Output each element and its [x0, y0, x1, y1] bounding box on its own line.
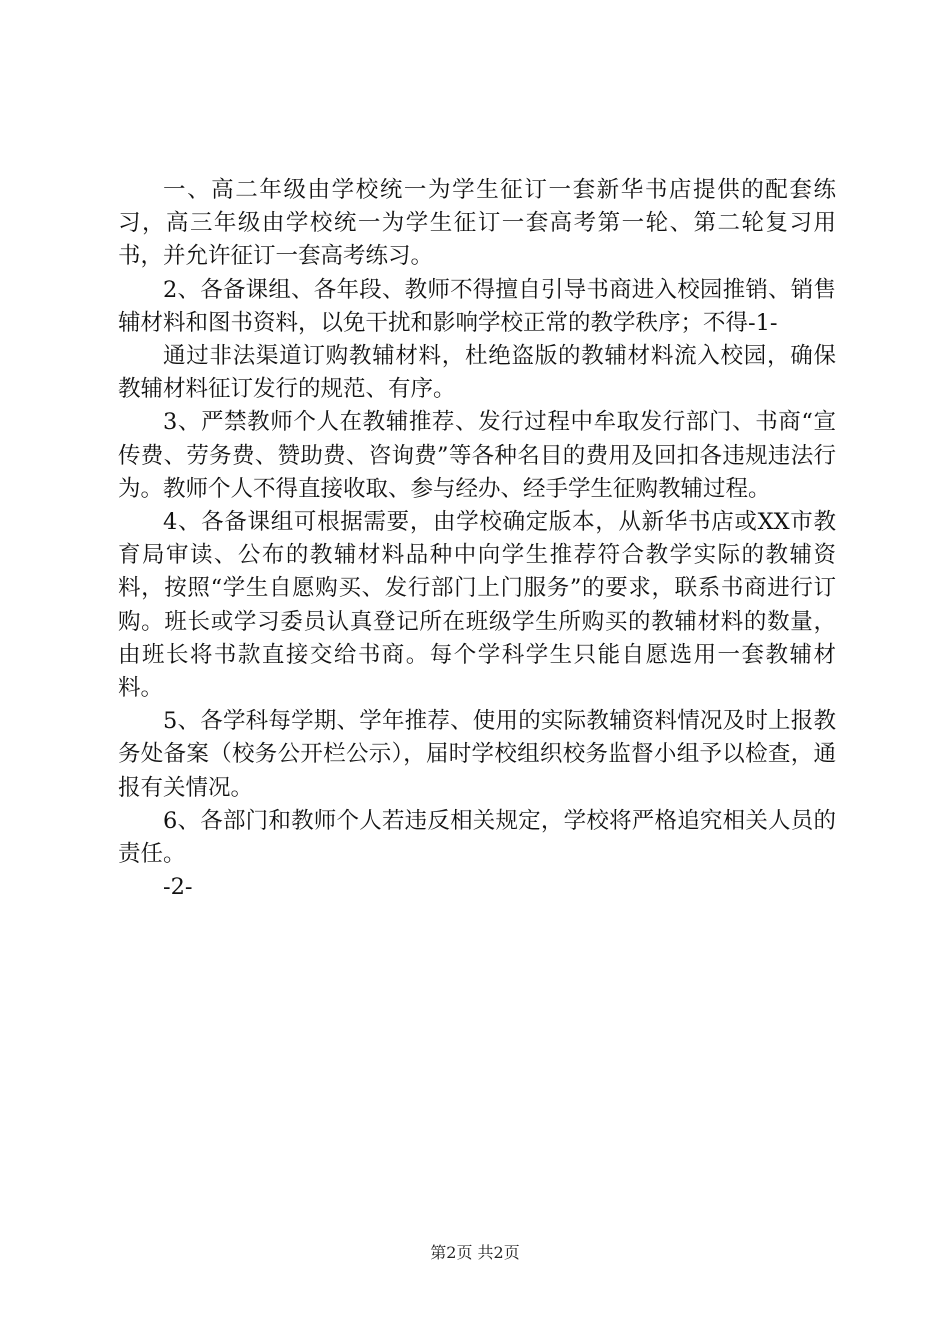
paragraph-3: 通过非法渠道订购教辅材料，杜绝盗版的教辅材料流入校园，确保教辅材料征订发行的规范、有序。 — [118, 343, 836, 403]
paragraph-5: 4、各备课组可根据需要，由学校确定版本，从新华书店或XX市教育局审读、公布的教辅材料品种中向学生推荐符合教学实际的教辅资料，按照“学生自愿购买、发行部门上门服务”的要求，联系书商进行订购。班长或学习委员认真登记所在班级学生所购买的教辅材料的数量，由班长将书款直接交给书商。每个学科学生只能自愿选用一套教辅材料。 — [118, 509, 836, 702]
paragraph-7: 6、各部门和教师个人若违反相关规定，学校将严格追究相关人员的责任。 — [118, 807, 836, 868]
document-body — [118, 174, 836, 904]
page-marker: -2- — [163, 874, 193, 901]
paragraph-4: 3、严禁教师个人在教辅推荐、发行过程中牟取发行部门、书商“宣传费、劳务费、赞助费、咨询费”等各种名目的费用及回扣各违规违法行为。教师个人不得直接收取、参与经办、经手学生征购教辅过程。 — [118, 409, 836, 502]
paragraph-2: 2、各备课组、各年段、教师不得擅自引导书商进入校园推销、销售辅材料和图书资料，以免干扰和影响学校正常的教学秩序；不得-1- — [118, 276, 836, 336]
paragraph-6: 5、各学科每学期、学年推荐、使用的实际教辅资料情况及时上报教务处备案（校务公开栏公示），届时学校组织校务监督小组予以检查，通报有关情况。 — [118, 708, 836, 801]
page-footer: 第2页 共2页 — [430, 1243, 520, 1262]
paragraph-1: 一、高二年级由学校统一为学生征订一套新华书店提供的配套练习，高三年级由学校统一为学生征订一套高考第一轮、第二轮复习用书，并允许征订一套高考练习。 — [118, 177, 836, 270]
